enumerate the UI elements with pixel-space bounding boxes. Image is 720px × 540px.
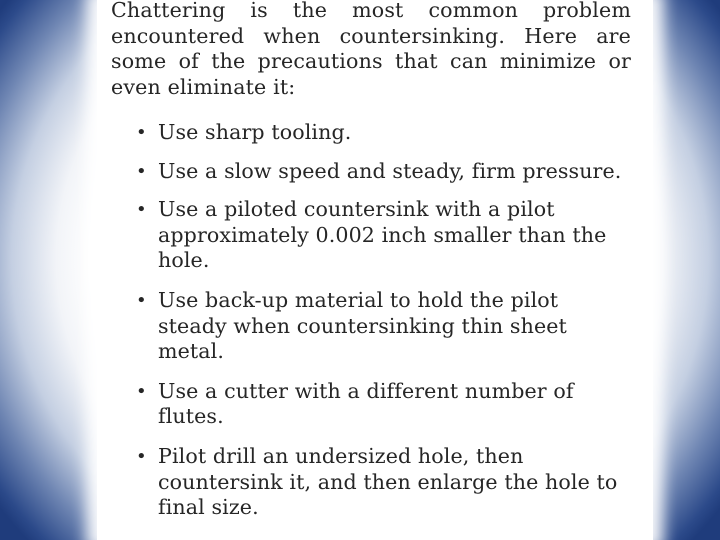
precautions-list <box>134 120 634 521</box>
list-item-text: Use sharp tooling. <box>158 120 352 144</box>
list-item-text: Use a piloted countersink with a pilot approximately 0.002 inch smaller than the hole. <box>158 197 607 273</box>
list-item-text: Use a slow speed and steady, firm pressure. <box>158 158 622 183</box>
intro-paragraph: Chattering is the most common problem encountered when countersinking. Here are some of the precautions that can minimize or even eliminate it: <box>111 0 631 99</box>
list-item <box>134 444 633 521</box>
bullet-icon: • <box>136 122 147 143</box>
list-item-text: Pilot drill an undersized hole, then countersink it, and then enlarge the hole to final size. <box>158 443 618 520</box>
list-item <box>134 159 634 185</box>
bullet-icon: • <box>136 289 147 311</box>
list-item-text: Use a cutter with a different number of flutes. <box>158 378 574 429</box>
list-item <box>134 197 628 274</box>
bullet-icon: • <box>136 199 147 221</box>
list-item <box>134 288 603 365</box>
bullet-icon: • <box>136 380 147 402</box>
list-item-text: Use back-up material to hold the pilot steady when countersinking thin sheet metal. <box>158 287 567 364</box>
list-item <box>134 379 628 430</box>
bullet-icon: • <box>136 160 147 182</box>
list-item <box>134 120 634 146</box>
bullet-icon: • <box>136 445 147 467</box>
